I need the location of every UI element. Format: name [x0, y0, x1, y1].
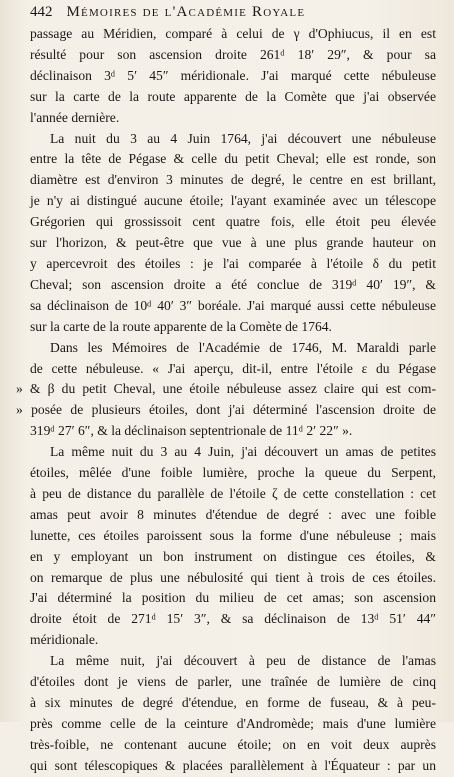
text-line: J'ai déterminé la position du milieu de cet amas; son ascension — [30, 590, 436, 606]
text-line: d'étoiles dont je viens de parler, une traînée de lumière de cinq — [30, 674, 436, 690]
text-line: méridionale. — [30, 632, 99, 648]
text-line: à peu de distance du parallèle de l'étoile ζ de cette constellation : cet — [30, 485, 436, 501]
running-title: Mémoires de l'Académie Royale — [66, 4, 306, 20]
text-line: qui sont télescopiques & placées parallèlement à l'Équateur : par un — [30, 757, 436, 773]
text-line: entre la tête de Pégase & celle du petit Cheval; elle est ronde, son — [30, 151, 436, 167]
text-line: très-foible, ne contenant aucune étoile; on en voit deux auprès — [30, 736, 436, 752]
text-line: sur l'horizon, & peut-être que vue à une plus grande hauteur on — [30, 235, 436, 251]
text-line: déclinaison 3ᵈ 5′ 45″ méridionale. J'ai marqué cette nébuleuse — [30, 67, 436, 83]
text-line: passage au Méridien, comparé à celui de γ d'Ophiucus, il en est — [30, 26, 436, 41]
text-line: de cette nébuleuse. « J'ai aperçu, dit-il, entre l'étoile ε du Pégase — [30, 360, 436, 376]
text-line: amas peut avoir 8 minutes d'étendue de degré : avec une foible — [30, 506, 436, 522]
text-line: près comme celle de la ceinture d'Andromède; mais d'une lumière — [30, 715, 436, 731]
text-line: droite étoit de 271ᵈ 15′ 3″, & sa déclinaison de 13ᵈ 51′ 44″ — [30, 611, 436, 627]
body-text — [16, 24, 436, 777]
running-head — [30, 4, 436, 24]
text-line: 319ᵈ 27′ 6″, & la déclinaison septentrionale de 11ᵈ 2′ 22″ ». — [30, 423, 353, 439]
text-line: je n'y ai distingué aucune étoile; l'ayant examinée avec un télescope — [30, 193, 436, 209]
text-line: l'année dernière. — [30, 109, 120, 125]
text-line: » posée de plusieurs étoiles, dont j'ai déterminé l'ascension droite de — [16, 402, 436, 418]
text-line: sa déclinaison de 10ᵈ 40′ 3″ boréale. J'ai marqué aussi cette nébuleuse — [30, 297, 436, 313]
text-line: étoiles, mêlée d'une foible lumière, proche la queue du Serpent, — [30, 465, 436, 481]
text-line: lunette, ces étoiles paroissent sous la forme d'une nébuleuse ; mais — [30, 527, 436, 543]
text-line: en y employant un bon instrument on distingue ces étoiles, & — [30, 548, 436, 564]
text-line: La même nuit du 3 au 4 Juin, j'ai découvert un amas de petites — [50, 444, 436, 460]
page-number: 442 — [30, 4, 53, 20]
text-line: diamètre est d'environ 3 minutes de degré, le centre en est brillant, — [30, 172, 436, 188]
text-line: on remarque de plus une nébulosité qui tient à trois de ces étoiles. — [30, 569, 436, 585]
text-line: La même nuit, j'ai découvert à peu de distance de l'amas — [50, 653, 436, 669]
text-line: sur la carte de la route apparente de la Comète de 1764. — [30, 318, 332, 334]
text-line: Grégorien qui grossissoit cent quatre fois, elle étoit peu élevée — [30, 214, 436, 230]
text-line: » & β du petit Cheval, une étoile nébuleuse assez claire qui est com- — [16, 381, 436, 397]
text-line: à six minutes de degré d'étendue, en forme de fuseau, & à peu- — [30, 695, 436, 710]
text-line: sur la carte de la route apparente de la Comète que j'ai observée — [30, 88, 436, 104]
text-line: y apercevroit des étoiles : je l'ai comparée à l'étoile δ du petit — [30, 255, 436, 271]
text-line: La nuit du 3 au 4 Juin 1764, j'ai découvert une nébuleuse — [50, 130, 436, 146]
text-line: Cheval; son ascension droite a été conclue de 319ᵈ 40′ 19″, & — [30, 276, 436, 292]
text-line: Dans les Mémoires de l'Académie de 1746, M. Maraldi parle — [50, 339, 436, 355]
text-line: résulté pour son ascension droite 261ᵈ 18′ 29″, & pour sa — [30, 46, 436, 62]
